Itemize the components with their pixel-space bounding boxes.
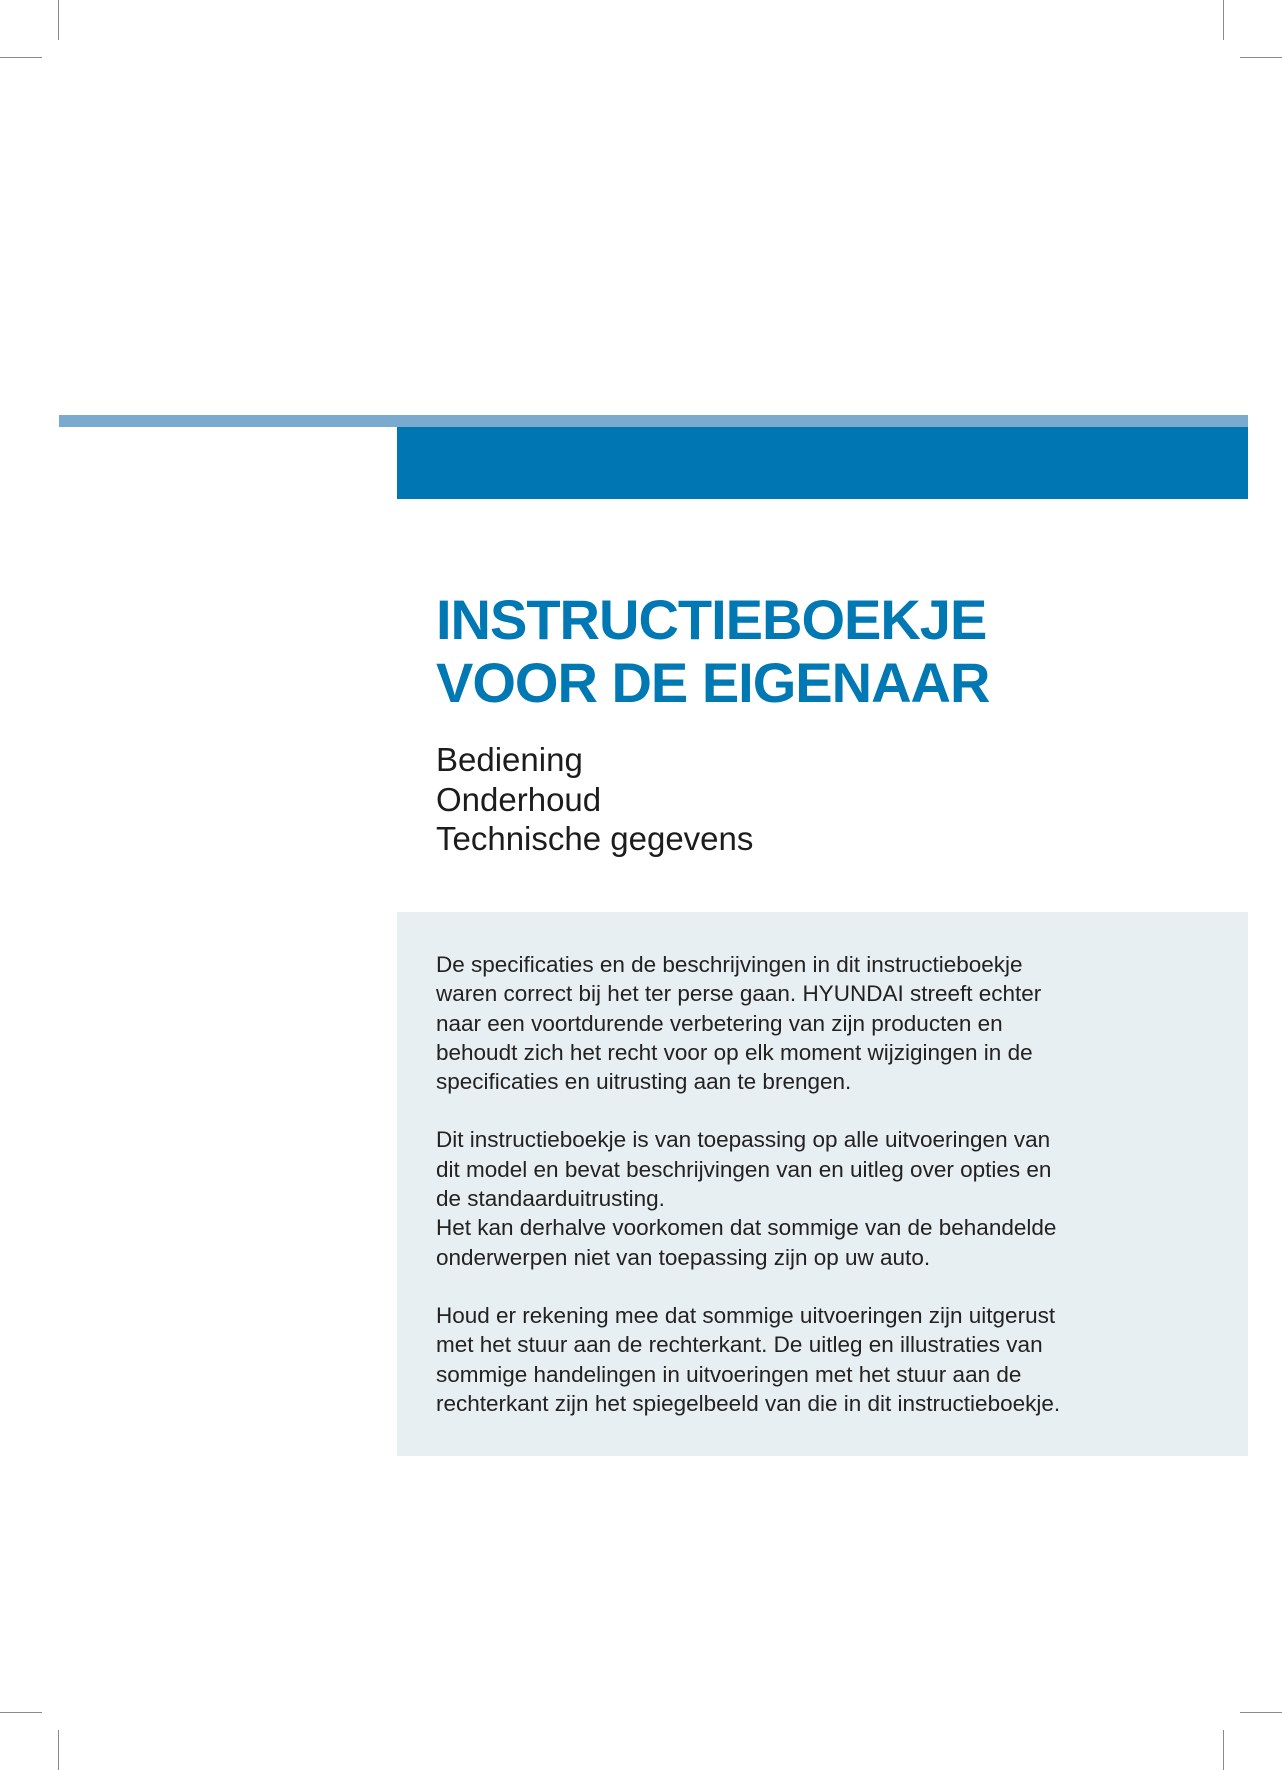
notice-line: De specificaties en de beschrijvingen in dit instructieboekje [436,952,1023,977]
subtitle-item: Technische gegevens [436,820,754,857]
notice-paragraph [436,950,1236,1096]
crop-mark-bottom-left-vertical [58,1730,59,1770]
page-title-line-2: VOOR DE EIGENAAR [436,651,990,714]
header-band-dark [397,427,1248,499]
page-title-line-1: INSTRUCTIEBOEKJE [436,588,987,651]
notice-line: rechterkant zijn het spiegelbeeld van die in dit instructieboekje. [436,1390,1061,1416]
crop-mark-bottom-right-horizontal [1240,1712,1282,1713]
crop-mark-bottom-left-horizontal [0,1712,42,1713]
notice-line: specificaties en uitrusting aan te brengen. [436,1069,852,1095]
notice-line: met het stuur aan de rechterkant. De uitleg en illustraties van [436,1332,1043,1358]
notice-box [397,912,1248,1456]
subtitle-item: Onderhoud [436,780,602,818]
notice-line: dit model en bevat beschrijvingen van en uitleg over opties en [436,1156,1052,1182]
notice-line: waren correct bij het ter perse gaan. HYUNDAI streeft echter [436,981,1042,1007]
subtitle-list [436,740,753,859]
notice-paragraph [436,1125,1236,1271]
notice-line: sommige handelingen in uitvoeringen met het stuur aan de [436,1361,1022,1387]
crop-mark-top-left-vertical [58,0,59,40]
notice-line: naar een voortdurende verbetering van zijn producten en [436,1010,1003,1036]
notice-line: de standaarduitrusting. [436,1186,665,1212]
notice-line: Dit instructieboekje is van toepassing op alle uitvoeringen van [436,1127,1051,1153]
crop-mark-top-right-horizontal [1240,57,1282,58]
notice-line: onderwerpen niet van toepassing zijn op uw auto. [436,1244,931,1270]
notice-paragraph [436,1301,1236,1418]
crop-mark-bottom-right-vertical [1223,1730,1224,1770]
crop-mark-top-right-vertical [1223,0,1224,40]
subtitle-item: Bediening [436,741,583,778]
notice-line: behoudt zich het recht voor op elk moment wijzigingen in de [436,1039,1033,1065]
notice-text [436,950,1236,1418]
notice-line: Houd er rekening mee dat sommige uitvoeringen zijn uitgerust [436,1302,1056,1328]
crop-mark-top-left-horizontal [0,57,42,58]
header-band-light [59,415,1248,427]
page-title [436,588,1216,714]
notice-line: Het kan derhalve voorkomen dat sommige van de behandelde [436,1215,1057,1241]
